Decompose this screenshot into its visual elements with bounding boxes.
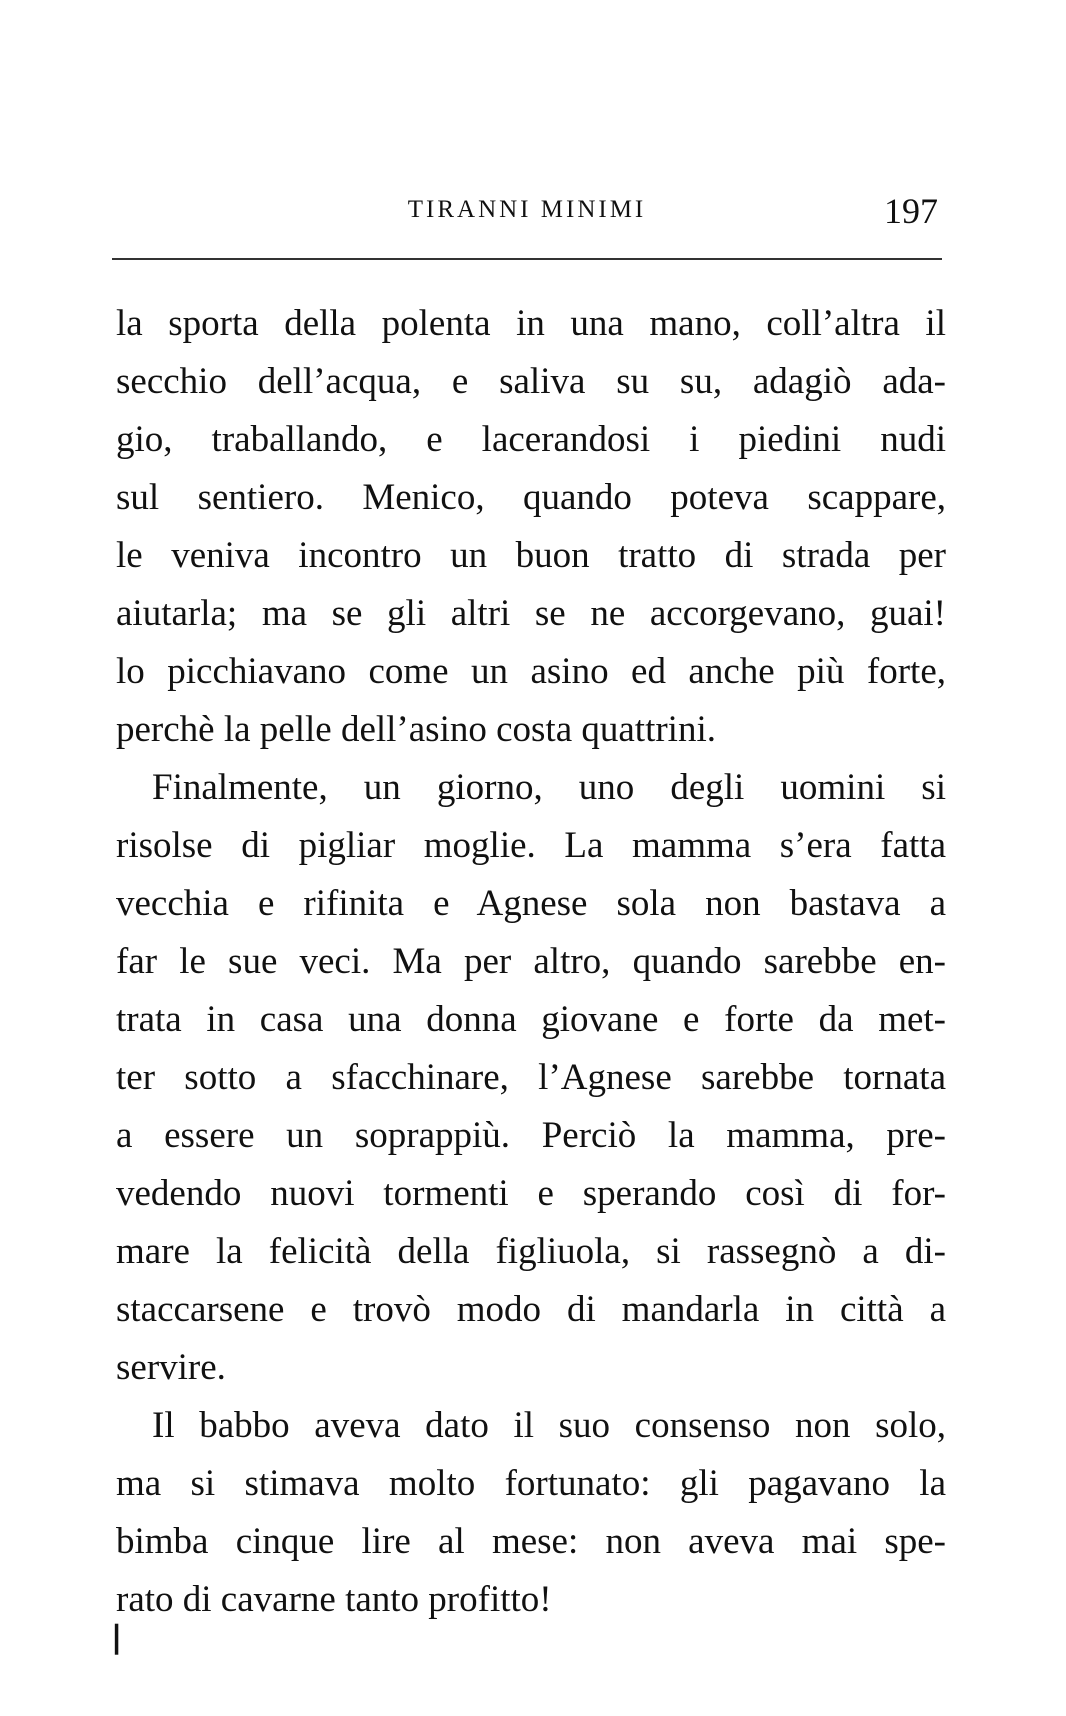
- text-line: rato di cavarne tanto profitto!: [116, 1579, 552, 1620]
- text-line: perchè la pelle dell’asino costa quattrini.: [116, 709, 716, 750]
- text-line: vecchia e rifinita e Agnese sola non bastava a: [116, 883, 946, 924]
- text-line: aiutarla; ma se gli altri se ne accorgevano, guai!: [116, 593, 946, 634]
- ink-mark: ❘: [104, 1621, 130, 1654]
- text-line: sul sentiero. Menico, quando poteva scappare,: [116, 477, 946, 518]
- text-line: la sporta della polenta in una mano, coll’altra il: [116, 303, 946, 344]
- text-line: secchio dell’acqua, e saliva su su, adagiò ada-: [116, 361, 946, 402]
- text-line: le veniva incontro un buon tratto di strada per: [116, 535, 946, 576]
- text-line: gio, traballando, e lacerandosi i piedini nudi: [116, 419, 946, 460]
- text-line: ter sotto a sfacchinare, l’Agnese sarebbe tornata: [116, 1057, 946, 1098]
- text-line: staccarsene e trovò modo di mandarla in città a: [116, 1289, 946, 1330]
- text-line: ma si stimava molto fortunato: gli pagavano la: [116, 1463, 946, 1504]
- page-number: 197: [884, 191, 938, 231]
- body-text: [116, 295, 946, 1629]
- text-line: bimba cinque lire al mese: non aveva mai spe-: [116, 1521, 946, 1562]
- text-line: vedendo nuovi tormenti e sperando così di for-: [116, 1173, 946, 1214]
- text-line: trata in casa una donna giovane e forte da met-: [116, 999, 946, 1040]
- page-header: [112, 190, 942, 240]
- text-line: mare la felicità della figliuola, si rassegnò a di-: [116, 1231, 946, 1272]
- text-line: lo picchiavano come un asino ed anche più forte,: [116, 651, 946, 692]
- running-title: TIRANNI MINIMI: [407, 196, 647, 223]
- text-line: risolse di pigliar moglie. La mamma s’era fatta: [116, 825, 946, 866]
- text-line: Il babbo aveva dato il suo consenso non solo,: [152, 1405, 946, 1446]
- text-line: Finalmente, un giorno, uno degli uomini si: [152, 767, 946, 808]
- text-line: a essere un soprappiù. Perciò la mamma, pre-: [116, 1115, 946, 1156]
- text-line: servire.: [116, 1347, 226, 1388]
- header-rule: [112, 258, 942, 260]
- text-line: far le sue veci. Ma per altro, quando sarebbe en-: [116, 941, 946, 982]
